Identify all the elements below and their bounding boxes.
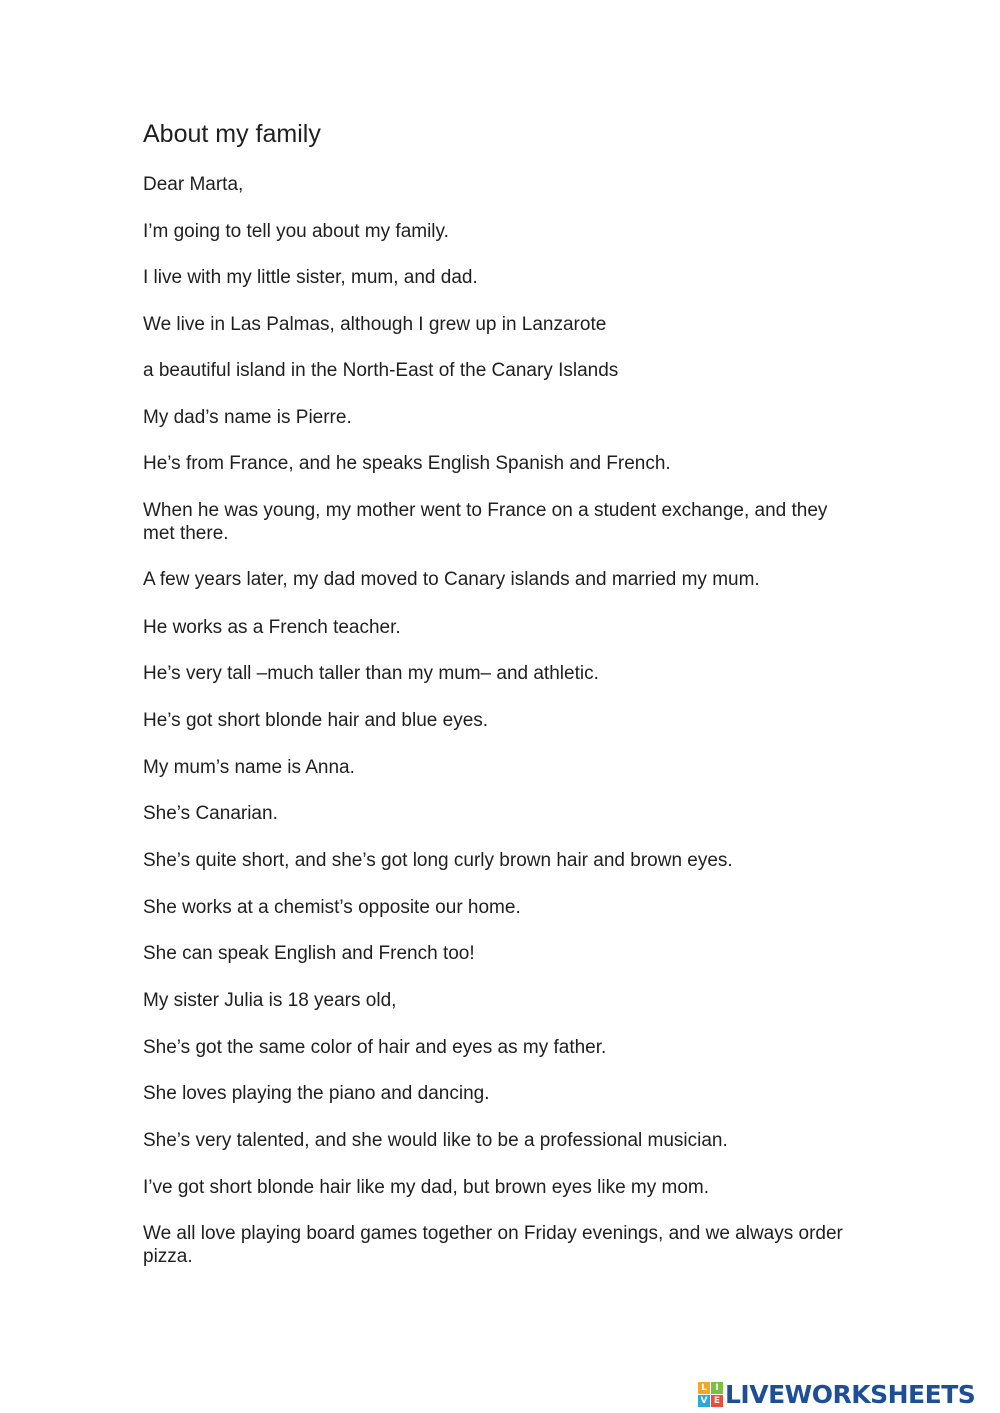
body-paragraph: We all love playing board games together on Friday evenings, and we always order pizza.	[143, 1223, 843, 1267]
body-paragraph: My dad’s name is Pierre.	[143, 407, 352, 428]
body-paragraph: She’s got the same color of hair and eyes as my father.	[143, 1037, 607, 1058]
logo-letter-l: L	[698, 1382, 710, 1394]
liveworksheets-logo	[698, 1379, 975, 1409]
document-title: About my family	[143, 120, 321, 148]
body-paragraph: He’s very tall –much taller than my mum– and athletic.	[143, 663, 599, 684]
body-paragraph: She’s Canarian.	[143, 803, 278, 824]
body-paragraph: She’s quite short, and she’s got long curly brown hair and brown eyes.	[143, 850, 733, 871]
body-paragraph: I live with my little sister, mum, and dad.	[143, 267, 478, 288]
body-paragraph: We live in Las Palmas, although I grew up in Lanzarote	[143, 314, 607, 335]
body-paragraph: a beautiful island in the North-East of the Canary Islands	[143, 360, 619, 381]
body-paragraph: I’ve got short blonde hair like my dad, but brown eyes like my mom.	[143, 1177, 710, 1198]
logo-letter-e: E	[711, 1395, 723, 1407]
body-paragraph: A few years later, my dad moved to Canary islands and married my mum.	[143, 569, 760, 590]
logo-letter-i: I	[711, 1382, 723, 1394]
body-paragraph: I’m going to tell you about my family.	[143, 221, 449, 242]
body-paragraph: When he was young, my mother went to France on a student exchange, and they met there.	[143, 500, 828, 544]
body-paragraph: My mum’s name is Anna.	[143, 757, 355, 778]
body-paragraph: My sister Julia is 18 years old,	[143, 990, 397, 1011]
body-paragraph: She works at a chemist’s opposite our home.	[143, 897, 521, 918]
body-paragraph: She can speak English and French too!	[143, 943, 475, 964]
body-paragraph: He’s from France, and he speaks English Spanish and French.	[143, 453, 671, 474]
body-paragraph: She loves playing the piano and dancing.	[143, 1083, 490, 1104]
body-paragraph: She’s very talented, and she would like to be a professional musician.	[143, 1130, 728, 1151]
greeting-paragraph: Dear Marta,	[143, 174, 244, 195]
body-paragraph: He works as a French teacher.	[143, 617, 401, 638]
logo-letter-v: V	[698, 1395, 710, 1407]
liveworksheets-logo-icon	[698, 1382, 723, 1407]
body-paragraph: He’s got short blonde hair and blue eyes.	[143, 710, 489, 731]
brand-name: LIVEWORKSHEETS	[725, 1379, 976, 1409]
